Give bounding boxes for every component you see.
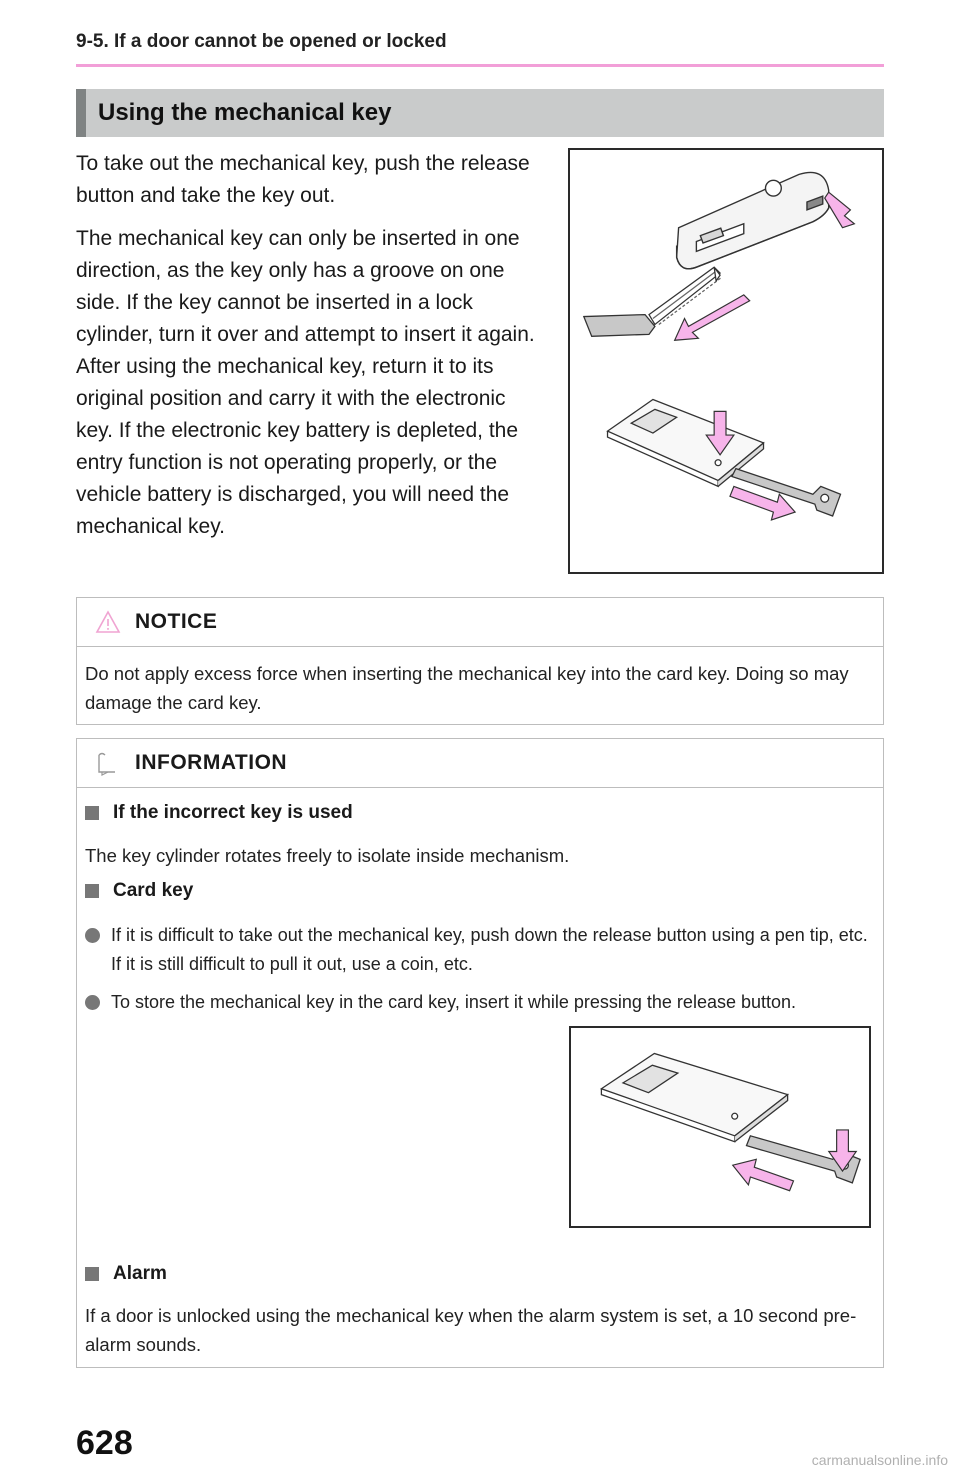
card-key-bullet-1: If it is difficult to take out the mechanical key, push down the release button using a pen tip, etc. If it is still difficult to pull it out, use a coin, etc. (85, 921, 875, 979)
card-key (601, 1053, 787, 1141)
round-bullet-icon (85, 995, 100, 1010)
card-key-heading: Card key (85, 880, 193, 902)
card-key-storage-illustration (569, 1026, 871, 1228)
round-bullet-icon (85, 928, 100, 943)
body-paragraph-3: After using the mechanical key, return it to its original position and carry it with the electronic key. If the electronic key battery is depleted, the entry function is not operating properly, or the vehicle battery is discharged, you will need the mechanical key. (76, 355, 519, 538)
information-header (77, 739, 883, 788)
alarm-heading: Alarm (85, 1263, 167, 1285)
header-rule (76, 64, 884, 67)
information-title: INFORMATION (135, 751, 288, 774)
mechanical-key-illustration (568, 148, 884, 574)
memo-icon (95, 750, 121, 776)
incorrect-key-text: The key cylinder rotates freely to isolate inside mechanism. (85, 845, 570, 866)
body-paragraph-1: To take out the mechanical key, push the release button and take the key out. (76, 152, 530, 207)
body-paragraph-2: The mechanical key can only be inserted in one direction, as the key only has a groove on one side. If the key cannot be inserted in a lock cylinder, turn it over and attempt to insert it again. (76, 227, 535, 346)
notice-title: NOTICE (135, 610, 218, 633)
electronic-key-fob (677, 172, 829, 268)
notice-box (76, 597, 884, 725)
information-box (76, 738, 884, 1368)
running-header: 9-5. If a door cannot be opened or locked (76, 31, 447, 52)
warning-triangle-icon (95, 609, 121, 635)
card-key-storage-svg (571, 1028, 869, 1226)
square-bullet-icon (85, 806, 99, 820)
page-number: 628 (76, 1424, 133, 1462)
push-arrow-icon (825, 192, 855, 228)
insert-arrow-icon (733, 1159, 794, 1190)
square-bullet-icon (85, 884, 99, 898)
key-diagram-svg (570, 150, 882, 572)
square-bullet-icon (85, 1267, 99, 1281)
alarm-text: If a door is unlocked using the mechanical key when the alarm system is set, a 10 second pre-alarm sounds. (85, 1305, 857, 1355)
notice-text: Do not apply excess force when inserting the mechanical key into the card key. Doing so may damage the card key. (85, 663, 849, 713)
section-title: Using the mechanical key (76, 89, 884, 137)
body-text (76, 148, 548, 554)
card-key-bullet-2: To store the mechanical key in the card key, insert it while pressing the release button. (85, 988, 875, 1017)
watermark: carmanualsonline.info (811, 1452, 948, 1468)
notice-header (77, 598, 883, 647)
pull-arrow-icon (675, 295, 750, 340)
incorrect-key-heading: If the incorrect key is used (85, 802, 353, 824)
